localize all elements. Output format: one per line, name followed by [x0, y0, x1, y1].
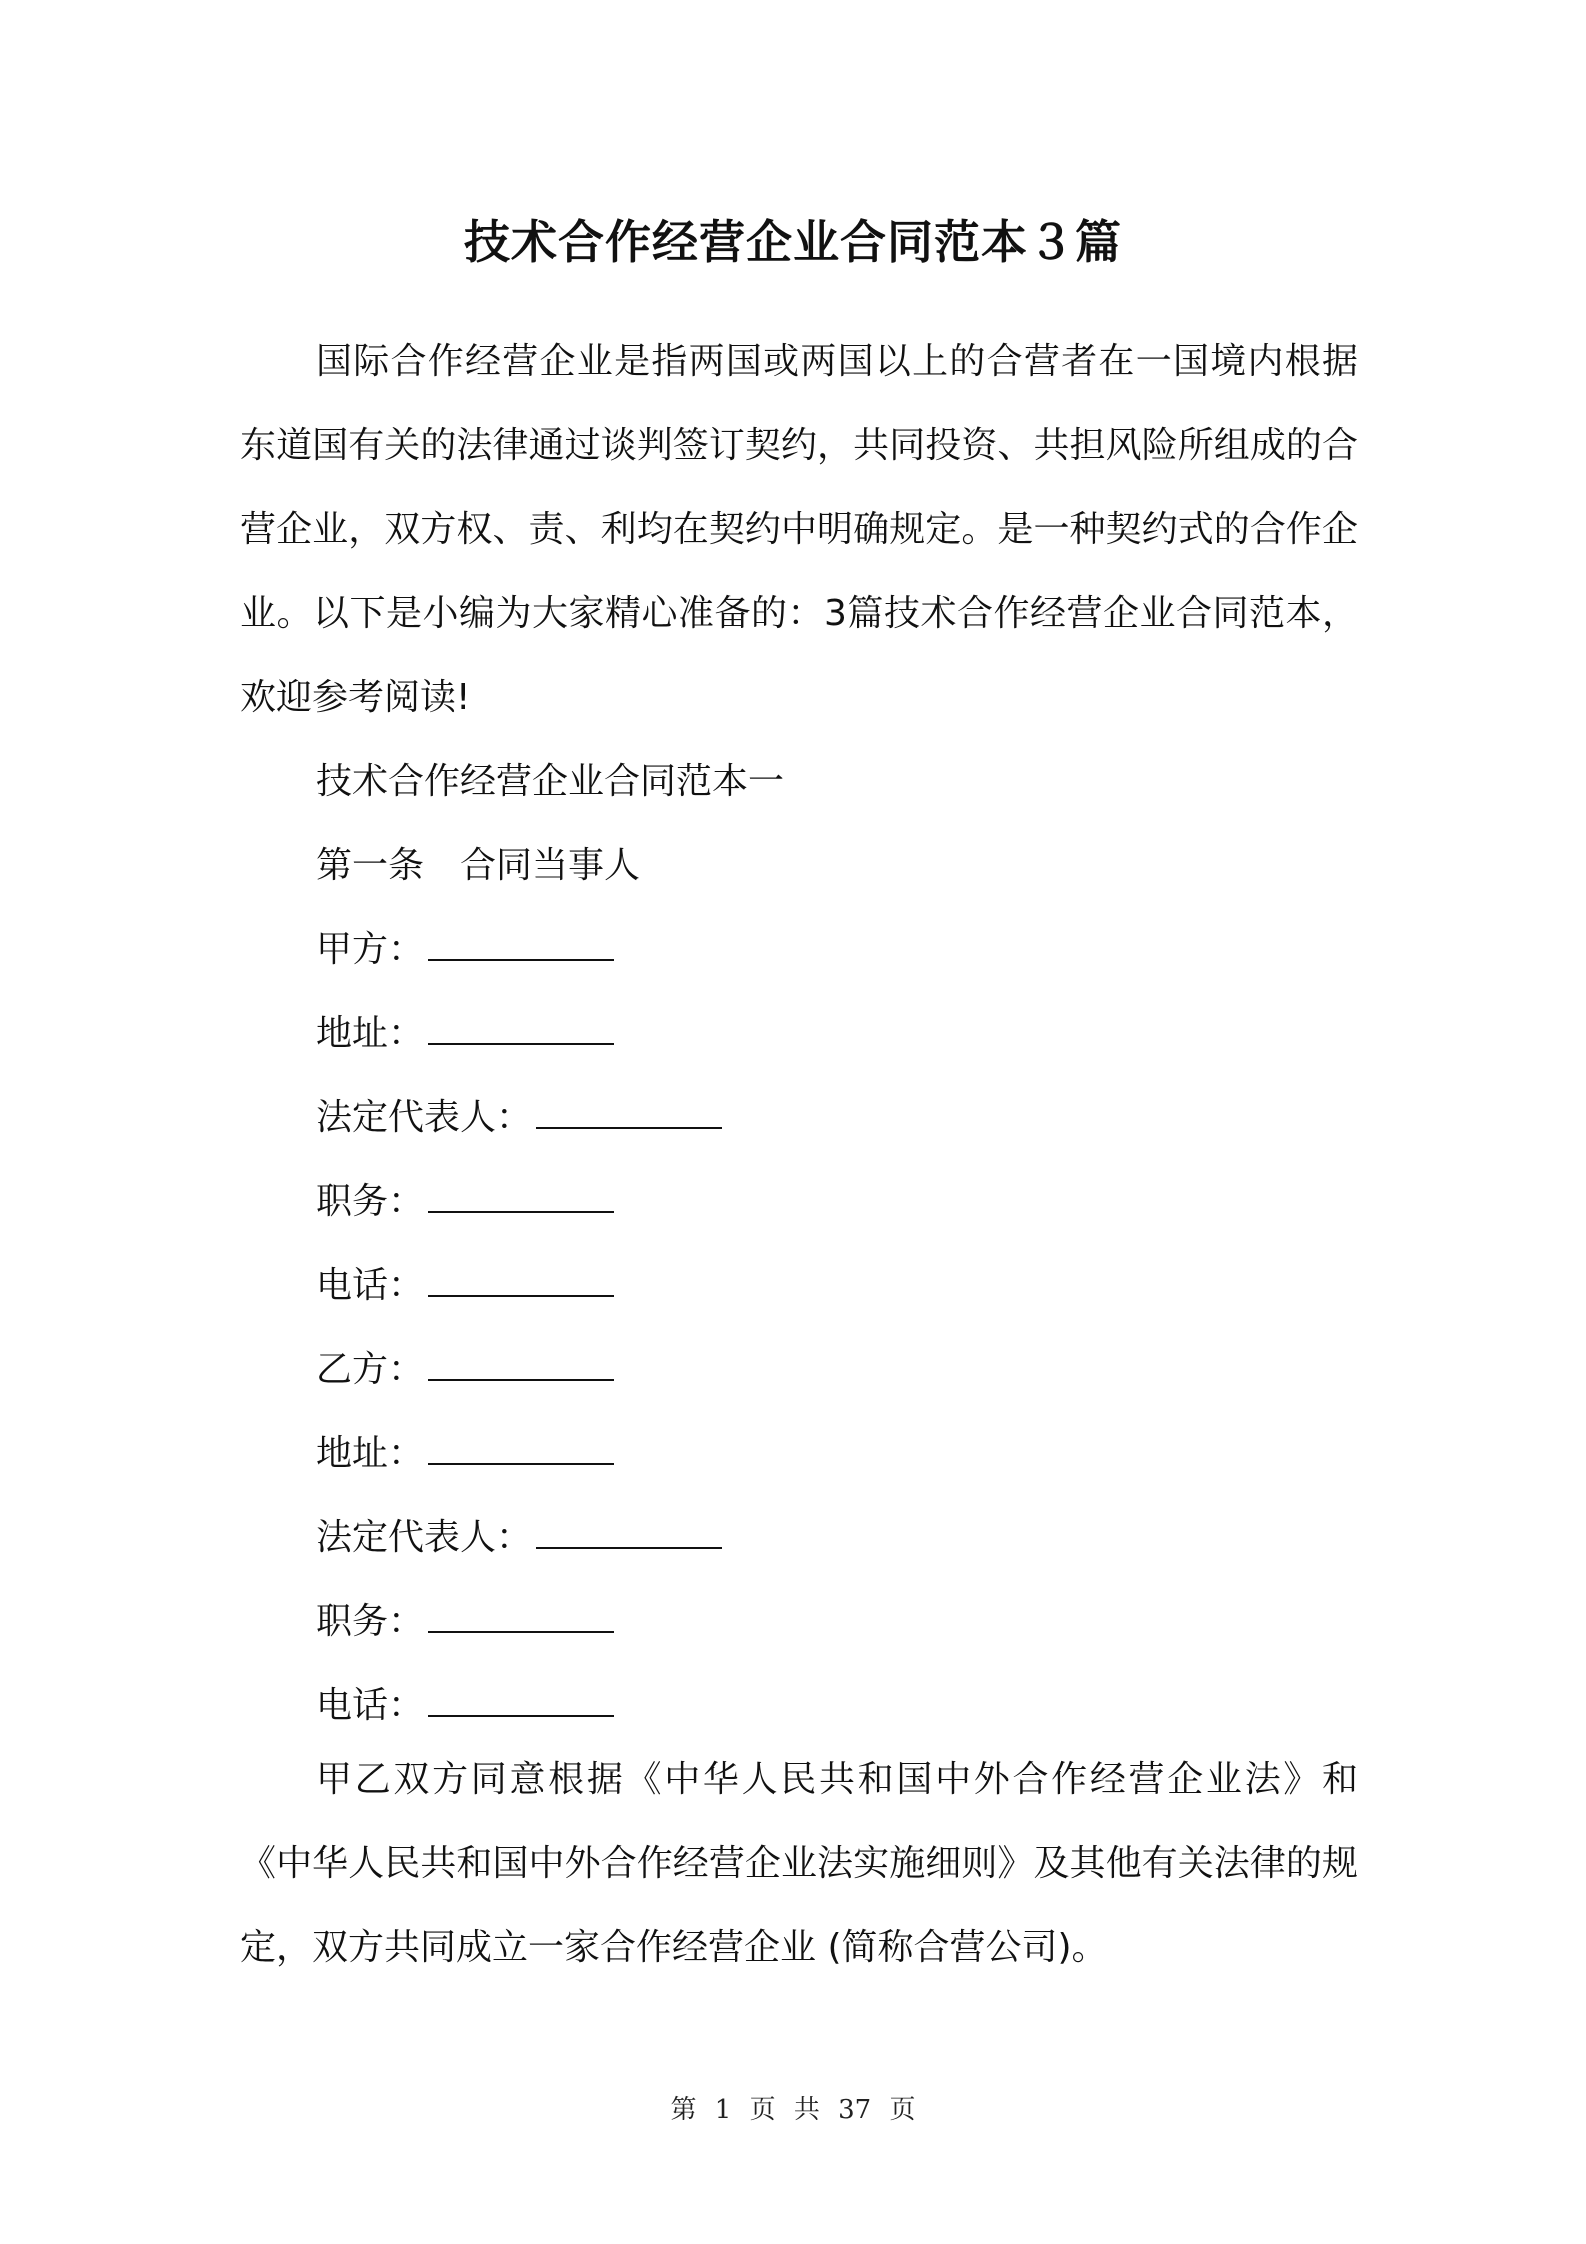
intro-paragraph: 国际合作经营企业是指两国或两国以上的合营者在一国境内根据东道国有关的法律通过谈判签订契约，共同投资、共担风险所组成的合营企业，双方权、责、利均在契约中明确规定。是一种契约式的合作企业。以下是小编为大家精心准备的：3篇技术合作经营企业合同范本，欢迎参考阅读! [240, 341, 1358, 718]
blank-line [428, 1345, 614, 1381]
field-label: 地址： [316, 1433, 425, 1474]
party-b-name-field [316, 1328, 614, 1412]
field-label: 法定代表人： [316, 1517, 533, 1558]
field-label: 电话： [316, 1265, 425, 1306]
party-a-name-field [316, 908, 614, 992]
blank-line [428, 1261, 614, 1297]
field-label: 乙方： [316, 1349, 425, 1390]
party-b-representative-field [316, 1496, 722, 1580]
blank-line [536, 1093, 722, 1129]
party-b-address-field [316, 1412, 614, 1496]
blank-line [428, 1177, 614, 1213]
field-label: 职务： [316, 1601, 425, 1642]
page-number-footer: 第 1 页 共 37 页 [670, 2095, 916, 2125]
field-label: 法定代表人： [316, 1097, 533, 1138]
blank-line [536, 1513, 722, 1549]
party-a-phone-field [316, 1244, 614, 1328]
field-label: 地址： [316, 1013, 425, 1054]
field-label: 电话： [316, 1685, 425, 1726]
blank-line [428, 925, 614, 961]
blank-line [428, 1429, 614, 1465]
blank-line [428, 1009, 614, 1045]
blank-line [428, 1681, 614, 1717]
field-label: 职务： [316, 1181, 425, 1222]
article-heading: 第一条 合同当事人 [316, 845, 641, 886]
party-a-position-field [316, 1160, 614, 1244]
document-title: 技术合作经营企业合同范本３篇 [464, 215, 1122, 269]
party-b-phone-field [316, 1664, 614, 1748]
section-heading: 技术合作经营企业合同范本一 [316, 761, 785, 802]
party-a-address-field [316, 992, 614, 1076]
field-label: 甲方： [316, 929, 425, 970]
party-b-position-field [316, 1580, 614, 1664]
closing-paragraph: 甲乙双方同意根据《中华人民共和国中外合作经营企业法》和《中华人民共和国中外合作经营企业法实施细则》及其他有关法律的规定，双方共同成立一家合作经营企业 (简称合营公司)。 [240, 1759, 1358, 1968]
party-a-representative-field [316, 1076, 722, 1160]
blank-line [428, 1597, 614, 1633]
